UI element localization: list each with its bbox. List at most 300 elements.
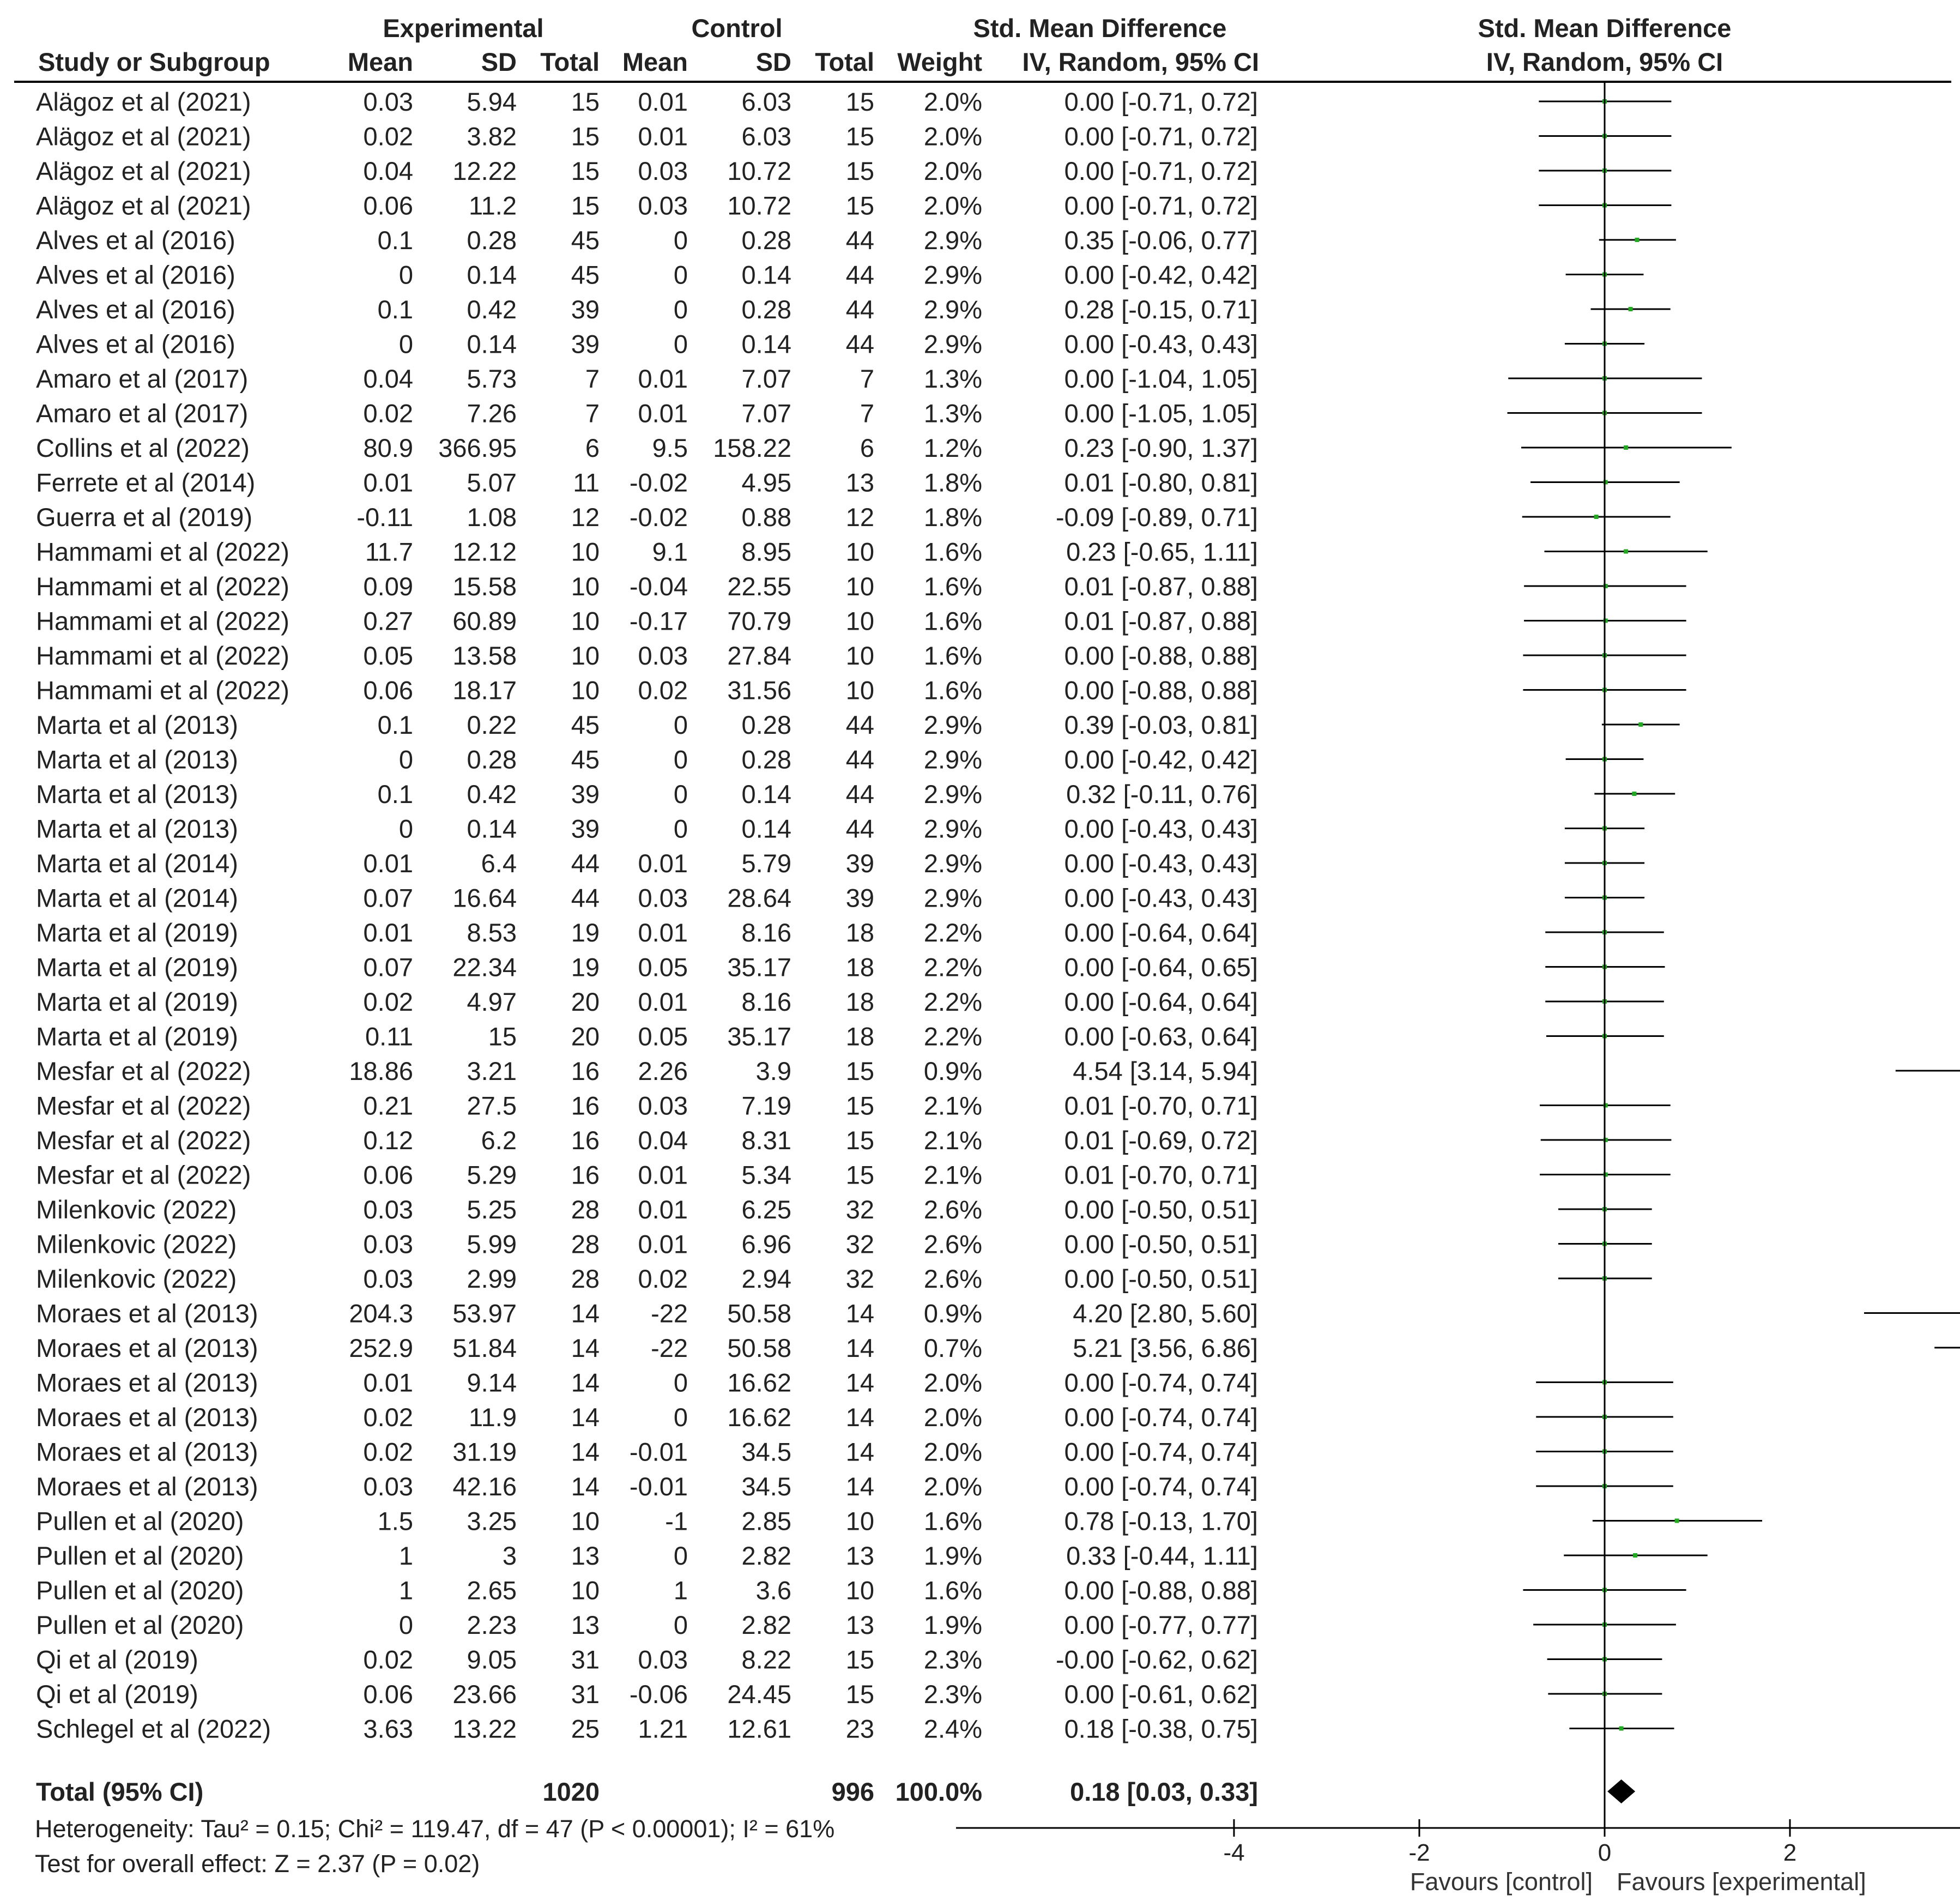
header-group (38, 14, 1731, 76)
ctl-sd-value: 2.82 (741, 1610, 791, 1639)
ctl-mean-value: -0.02 (629, 468, 688, 497)
exp-mean-value: 0.1 (377, 780, 413, 808)
ctl-sd-value: 0.14 (741, 329, 791, 359)
ctl-total-value: 15 (845, 1057, 874, 1085)
ctl-mean-value: 0.05 (638, 1022, 688, 1051)
exp-mean-value: 0.03 (363, 1229, 413, 1259)
exp-mean-value: 0 (398, 329, 413, 359)
study-row (36, 1022, 1258, 1051)
exp-total-value: 16 (571, 1160, 600, 1190)
exp-sd-value: 0.14 (467, 329, 517, 359)
ctl-mean-value: 0.04 (638, 1126, 688, 1155)
study-name: Guerra et al (2019) (36, 503, 253, 532)
weight-value: 2.2% (923, 987, 982, 1016)
ctl-sd-value: 34.5 (741, 1472, 791, 1501)
exp-sd-value: 5.29 (467, 1160, 517, 1190)
smd-ci-value: 0.32 [-0.11, 0.76] (1066, 780, 1258, 808)
ctl-total-value: 15 (845, 1680, 874, 1709)
ctl-total-value: 39 (845, 849, 874, 878)
exp-total-value: 14 (571, 1368, 600, 1397)
ctl-sd-value: 8.16 (741, 918, 791, 947)
smd-ci-value: 0.00 [-0.50, 0.51] (1064, 1229, 1258, 1259)
exp-total-value: 13 (571, 1610, 600, 1639)
smd-ci-value: 0.00 [-0.71, 0.72] (1064, 122, 1258, 151)
smd-ci-value: 0.00 [-0.74, 0.74] (1064, 1437, 1258, 1467)
ctl-mean-value: 0.01 (638, 987, 688, 1016)
ctl-total-value: 15 (845, 1645, 874, 1674)
smd-ci-value: 0.33 [-0.44, 1.11] (1066, 1541, 1258, 1570)
study-row (36, 1333, 1258, 1362)
study-name: Qi et al (2019) (36, 1645, 198, 1674)
study-row (36, 1091, 1258, 1120)
study-name: Hammami et al (2022) (36, 537, 289, 566)
exp-mean-value: 0.03 (363, 1472, 413, 1501)
exp-mean-value: 0.07 (363, 883, 413, 913)
ctl-total-value: 10 (845, 1576, 874, 1605)
ctl-total-value: 15 (845, 1091, 874, 1120)
ctl-mean-value: 0 (673, 814, 688, 843)
study-name: Schlegel et al (2022) (36, 1714, 271, 1743)
ctl-total-value: 7 (860, 364, 874, 393)
ctl-total-value: 14 (845, 1403, 874, 1432)
study-row (36, 1680, 1258, 1709)
study-name: Alves et al (2016) (36, 329, 235, 359)
exp-mean-value: 0.01 (363, 918, 413, 947)
exp-sd-value: 15.58 (452, 572, 517, 601)
ctl-total-value: 23 (845, 1714, 874, 1743)
weight-value: 2.2% (923, 952, 982, 982)
exp-sd-value: 9.05 (467, 1645, 517, 1674)
exp-mean-value: 0.02 (363, 1403, 413, 1432)
study-row (36, 295, 1258, 324)
study-row (36, 1438, 1258, 1467)
smd-ci-value: 0.00 [-0.88, 0.88] (1064, 675, 1258, 705)
ctl-mean-value: 0 (673, 1541, 688, 1570)
smd-ci-value: 0.00 [-0.64, 0.64] (1064, 987, 1258, 1016)
ctl-mean-value: 0.02 (638, 1264, 688, 1293)
weight-value: 2.4% (923, 1714, 982, 1743)
smd-ci-value: 0.00 [-0.74, 0.74] (1064, 1472, 1258, 1501)
exp-mean-value: 0.27 (363, 606, 413, 636)
ctl-total-value: 10 (845, 572, 874, 601)
weight-value: 2.0% (923, 87, 982, 116)
exp-mean-value: 0.06 (363, 191, 413, 220)
header-exp-sd: SD (481, 47, 517, 76)
weight-value: 2.9% (923, 883, 982, 913)
study-name: Amaro et al (2017) (36, 364, 249, 393)
smd-ci-value: 0.00 [-0.43, 0.43] (1064, 883, 1258, 913)
smd-ci-value: 0.00 [-0.88, 0.88] (1064, 1576, 1258, 1605)
study-name: Marta et al (2014) (36, 849, 238, 878)
header-weight: Weight (897, 47, 982, 76)
ctl-sd-value: 24.45 (727, 1680, 791, 1709)
study-name: Amaro et al (2017) (36, 399, 249, 428)
ctl-mean-value: 0 (673, 780, 688, 808)
exp-sd-value: 3.21 (467, 1057, 517, 1085)
ctl-sd-value: 10.72 (727, 156, 791, 185)
ctl-total-value: 6 (860, 433, 874, 462)
study-row (36, 849, 1258, 878)
effect-estimate-square (1624, 445, 1628, 450)
favours-control-label: Favours [control] (1409, 1868, 1593, 1896)
study-name: Mesfar et al (2022) (36, 1091, 251, 1120)
smd-ci-value: 0.23 [-0.65, 1.11] (1066, 537, 1258, 566)
weight-value: 2.9% (923, 329, 982, 359)
ctl-total-value: 14 (845, 1299, 874, 1328)
exp-sd-value: 18.17 (452, 675, 517, 705)
smd-ci-value: 0.00 [-0.42, 0.42] (1064, 260, 1258, 289)
exp-sd-value: 2.99 (467, 1264, 517, 1293)
ctl-sd-value: 3.9 (755, 1057, 791, 1085)
study-row (36, 987, 1258, 1016)
study-row (36, 433, 1258, 462)
smd-ci-value: 0.01 [-0.87, 0.88] (1064, 606, 1258, 636)
ctl-mean-value: -1 (665, 1506, 688, 1536)
exp-mean-value: 0.05 (363, 641, 413, 670)
ctl-mean-value: 0.03 (638, 1645, 688, 1674)
exp-total-value: 39 (571, 814, 600, 843)
smd-ci-value: 0.00 [-0.43, 0.43] (1064, 329, 1258, 359)
weight-value: 1.6% (923, 572, 982, 601)
smd-ci-value: 0.18 [-0.38, 0.75] (1064, 1714, 1258, 1743)
exp-sd-value: 5.99 (467, 1229, 517, 1259)
ctl-sd-value: 50.58 (727, 1299, 791, 1328)
ctl-sd-value: 6.96 (741, 1229, 791, 1259)
ctl-sd-value: 34.5 (741, 1437, 791, 1467)
ctl-sd-value: 12.61 (727, 1714, 791, 1743)
ctl-sd-value: 8.31 (741, 1126, 791, 1155)
weight-value: 2.9% (923, 780, 982, 808)
weight-value: 2.3% (923, 1680, 982, 1709)
ctl-sd-value: 3.6 (755, 1576, 791, 1605)
weight-value: 1.6% (923, 675, 982, 705)
ctl-sd-value: 70.79 (727, 606, 791, 636)
study-row (36, 1057, 1258, 1085)
exp-sd-value: 0.28 (467, 226, 517, 255)
study-row (36, 572, 1258, 601)
exp-sd-value: 12.12 (452, 537, 517, 566)
ctl-sd-value: 0.14 (741, 814, 791, 843)
exp-total-value: 6 (585, 433, 600, 462)
smd-ci-value: 0.28 [-0.15, 0.71] (1064, 295, 1258, 324)
exp-sd-value: 12.22 (452, 156, 517, 185)
ctl-sd-value: 2.85 (741, 1506, 791, 1536)
exp-mean-value: 0.1 (377, 295, 413, 324)
exp-mean-value: 0 (398, 1610, 413, 1639)
study-row (36, 1507, 1258, 1536)
weight-value: 2.2% (923, 918, 982, 947)
study-name: Marta et al (2019) (36, 952, 238, 982)
ctl-mean-value: -0.06 (629, 1680, 688, 1709)
study-row (36, 261, 1258, 289)
exp-sd-value: 3.25 (467, 1506, 517, 1536)
smd-ci-value: -0.00 [-0.62, 0.62] (1055, 1645, 1258, 1674)
study-name: Moraes et al (2013) (36, 1403, 258, 1432)
ctl-sd-value: 8.22 (741, 1645, 791, 1674)
exp-mean-value: 0.12 (363, 1126, 413, 1155)
ctl-sd-value: 0.28 (741, 226, 791, 255)
ctl-mean-value: -0.04 (629, 572, 688, 601)
study-name: Marta et al (2014) (36, 883, 238, 913)
ctl-mean-value: 0.01 (638, 849, 688, 878)
ctl-total-value: 18 (845, 952, 874, 982)
exp-sd-value: 3 (502, 1541, 517, 1570)
header-control: Control (691, 14, 783, 43)
ctl-sd-value: 50.58 (727, 1333, 791, 1362)
ctl-total-value: 32 (845, 1264, 874, 1293)
weight-value: 0.9% (923, 1299, 982, 1328)
ctl-mean-value: -0.02 (629, 503, 688, 532)
ctl-mean-value: 0.03 (638, 1091, 688, 1120)
study-name: Alves et al (2016) (36, 226, 235, 255)
ctl-total-value: 15 (845, 191, 874, 220)
ctl-sd-value: 2.82 (741, 1541, 791, 1570)
exp-total-value: 16 (571, 1126, 600, 1155)
smd-ci-value: 0.00 [-1.04, 1.05] (1064, 364, 1258, 393)
study-name: Milenkovic (2022) (36, 1264, 237, 1293)
study-name: Milenkovic (2022) (36, 1229, 237, 1259)
ctl-mean-value: 0.02 (638, 675, 688, 705)
study-name: Pullen et al (2020) (36, 1506, 244, 1536)
x-tick-label: -2 (1408, 1839, 1430, 1866)
weight-value: 2.9% (923, 260, 982, 289)
exp-mean-value: 0.06 (363, 1680, 413, 1709)
ctl-mean-value: 0.01 (638, 364, 688, 393)
smd-ci-value: 5.21 [3.56, 6.86] (1073, 1333, 1258, 1362)
study-name: Alves et al (2016) (36, 260, 235, 289)
exp-sd-value: 8.53 (467, 918, 517, 947)
exp-mean-value: 0.04 (363, 364, 413, 393)
weight-value: 2.9% (923, 745, 982, 774)
weight-value: 1.8% (923, 503, 982, 532)
exp-mean-value: 0.11 (365, 1022, 413, 1051)
exp-mean-value: 1 (398, 1541, 413, 1570)
weight-value: 1.9% (923, 1610, 982, 1639)
exp-sd-value: 11.2 (469, 191, 517, 220)
ctl-total-value: 12 (845, 503, 874, 532)
exp-mean-value: 18.86 (349, 1057, 413, 1085)
ctl-total-value: 15 (845, 156, 874, 185)
exp-total-value: 13 (571, 1541, 600, 1570)
ctl-mean-value: 0 (673, 226, 688, 255)
smd-ci-value: 0.01 [-0.80, 0.81] (1064, 468, 1258, 497)
ctl-sd-value: 35.17 (727, 1022, 791, 1051)
ctl-total-value: 44 (845, 329, 874, 359)
ctl-sd-value: 5.34 (741, 1160, 791, 1190)
exp-total-value: 12 (571, 503, 600, 532)
exp-total-value: 44 (571, 849, 600, 878)
study-name: Marta et al (2013) (36, 745, 238, 774)
exp-total-value: 7 (585, 364, 600, 393)
ctl-mean-value: 0.01 (638, 122, 688, 151)
ctl-sd-value: 0.14 (741, 780, 791, 808)
exp-mean-value: 0.03 (363, 1264, 413, 1293)
study-rows (36, 87, 1258, 1743)
exp-sd-value: 2.65 (467, 1576, 517, 1605)
exp-mean-value: 0.1 (377, 226, 413, 255)
weight-value: 1.6% (923, 606, 982, 636)
weight-value: 0.9% (923, 1057, 982, 1085)
exp-total-value: 14 (571, 1437, 600, 1467)
study-name: Moraes et al (2013) (36, 1437, 258, 1467)
total-exp-n: 1020 (542, 1777, 600, 1806)
x-tick-label: 0 (1598, 1839, 1612, 1866)
study-row (36, 538, 1258, 566)
effect-estimate-square (1594, 515, 1599, 519)
ctl-mean-value: 9.1 (652, 537, 688, 566)
exp-mean-value: 0.03 (363, 1195, 413, 1224)
exp-mean-value: 0 (398, 814, 413, 843)
ctl-total-value: 32 (845, 1229, 874, 1259)
smd-ci-value: 0.23 [-0.90, 1.37] (1064, 433, 1258, 462)
study-row (36, 226, 1258, 255)
study-name: Alägoz et al (2021) (36, 87, 251, 116)
ctl-mean-value: 2.26 (638, 1057, 688, 1085)
study-row (36, 641, 1258, 670)
exp-total-value: 28 (571, 1229, 600, 1259)
exp-mean-value: 0.1 (377, 710, 413, 739)
ctl-total-value: 14 (845, 1368, 874, 1397)
study-name: Moraes et al (2013) (36, 1333, 258, 1362)
exp-mean-value: -0.11 (356, 503, 413, 532)
weight-value: 2.3% (923, 1645, 982, 1674)
study-name: Mesfar et al (2022) (36, 1126, 251, 1155)
smd-ci-value: 0.00 [-0.64, 0.64] (1064, 918, 1258, 947)
study-row (36, 1541, 1258, 1570)
exp-mean-value: 252.9 (349, 1333, 413, 1362)
weight-value: 2.6% (923, 1195, 982, 1224)
study-name: Hammami et al (2022) (36, 675, 289, 705)
study-row (36, 364, 1258, 393)
study-name: Moraes et al (2013) (36, 1299, 258, 1328)
exp-total-value: 10 (571, 1576, 600, 1605)
exp-mean-value: 0.06 (363, 675, 413, 705)
ctl-sd-value: 35.17 (727, 952, 791, 982)
ctl-mean-value: 0 (673, 1610, 688, 1639)
exp-total-value: 31 (571, 1680, 600, 1709)
header-exp-total: Total (540, 47, 600, 76)
exp-mean-value: 0.02 (363, 399, 413, 428)
study-row (36, 710, 1258, 739)
exp-sd-value: 27.5 (467, 1091, 517, 1120)
study-row (36, 122, 1258, 151)
study-name: Milenkovic (2022) (36, 1195, 237, 1224)
exp-sd-value: 5.94 (467, 87, 517, 116)
weight-value: 1.9% (923, 1541, 982, 1570)
weight-value: 1.3% (923, 364, 982, 393)
smd-ci-value: 0.00 [-0.74, 0.74] (1064, 1368, 1258, 1397)
exp-total-value: 25 (571, 1714, 600, 1743)
ctl-total-value: 15 (845, 1126, 874, 1155)
favours-experimental-label: Favours [experimental] (1617, 1868, 1866, 1896)
smd-ci-value: 0.00 [-0.43, 0.43] (1064, 849, 1258, 878)
exp-sd-value: 5.07 (467, 468, 517, 497)
weight-value: 2.9% (923, 710, 982, 739)
ctl-total-value: 10 (845, 1506, 874, 1536)
smd-ci-value: 0.01 [-0.70, 0.71] (1064, 1160, 1258, 1190)
smd-ci-value: 0.00 [-0.43, 0.43] (1064, 814, 1258, 843)
smd-ci-value: 0.00 [-0.64, 0.65] (1064, 952, 1258, 982)
effect-estimate-square (1633, 1553, 1637, 1558)
heterogeneity-stats: Heterogeneity: Tau² = 0.15; Chi² = 119.47, df = 47 (P < 0.00001); I² = 61% (35, 1815, 835, 1843)
ctl-mean-value: 0 (673, 710, 688, 739)
ctl-sd-value: 22.55 (727, 572, 791, 601)
exp-total-value: 19 (571, 918, 600, 947)
study-name: Ferrete et al (2014) (36, 468, 256, 497)
exp-total-value: 10 (571, 1506, 600, 1536)
weight-value: 2.9% (923, 849, 982, 878)
exp-mean-value: 0.09 (363, 572, 413, 601)
study-name: Moraes et al (2013) (36, 1368, 258, 1397)
exp-sd-value: 0.22 (467, 710, 517, 739)
study-row (36, 399, 1258, 428)
ctl-sd-value: 7.07 (741, 364, 791, 393)
weight-value: 1.8% (923, 468, 982, 497)
exp-sd-value: 3.82 (467, 122, 517, 151)
ctl-mean-value: 0.03 (638, 191, 688, 220)
study-row (36, 1195, 1258, 1224)
exp-total-value: 45 (571, 260, 600, 289)
exp-total-value: 39 (571, 780, 600, 808)
ctl-mean-value: 0.03 (638, 156, 688, 185)
weight-value: 2.1% (923, 1091, 982, 1120)
total-label: Total (95% CI) (36, 1777, 204, 1806)
ctl-total-value: 14 (845, 1333, 874, 1362)
exp-mean-value: 0 (398, 745, 413, 774)
study-row (36, 1472, 1258, 1501)
exp-sd-value: 42.16 (452, 1472, 517, 1501)
exp-mean-value: 0.21 (363, 1091, 413, 1120)
exp-mean-value: 0.06 (363, 1160, 413, 1190)
ctl-mean-value: 0 (673, 1403, 688, 1432)
weight-value: 2.0% (923, 122, 982, 151)
ctl-sd-value: 0.28 (741, 745, 791, 774)
ctl-mean-value: -0.01 (629, 1472, 688, 1501)
exp-mean-value: 0.02 (363, 987, 413, 1016)
ctl-total-value: 32 (845, 1195, 874, 1224)
ctl-total-value: 10 (845, 606, 874, 636)
ctl-total-value: 15 (845, 122, 874, 151)
weight-value: 2.6% (923, 1229, 982, 1259)
ctl-total-value: 44 (845, 260, 874, 289)
ctl-total-value: 13 (845, 1541, 874, 1570)
ctl-mean-value: 0.01 (638, 399, 688, 428)
header-smd-table: Std. Mean Difference (973, 14, 1227, 43)
exp-total-value: 45 (571, 745, 600, 774)
study-row (36, 1368, 1258, 1397)
total-row (36, 1777, 1258, 1806)
smd-ci-value: 0.00 [-0.42, 0.42] (1064, 745, 1258, 774)
study-row (36, 503, 1258, 532)
weight-value: 2.9% (923, 226, 982, 255)
exp-sd-value: 9.14 (467, 1368, 517, 1397)
weight-value: 2.9% (923, 295, 982, 324)
ctl-sd-value: 27.84 (727, 641, 791, 670)
exp-sd-value: 2.23 (467, 1610, 517, 1639)
weight-value: 1.3% (923, 399, 982, 428)
ctl-mean-value: 0 (673, 745, 688, 774)
exp-total-value: 10 (571, 572, 600, 601)
ctl-total-value: 44 (845, 710, 874, 739)
header-study: Study or Subgroup (38, 47, 270, 76)
smd-ci-value: 0.00 [-0.71, 0.72] (1064, 191, 1258, 220)
study-row (36, 676, 1258, 705)
smd-ci-value: 0.01 [-0.87, 0.88] (1064, 572, 1258, 601)
total-ci: 0.18 [0.03, 0.33] (1070, 1777, 1258, 1806)
ctl-mean-value: 0 (673, 329, 688, 359)
ctl-sd-value: 5.79 (741, 849, 791, 878)
exp-total-value: 20 (571, 1022, 600, 1051)
